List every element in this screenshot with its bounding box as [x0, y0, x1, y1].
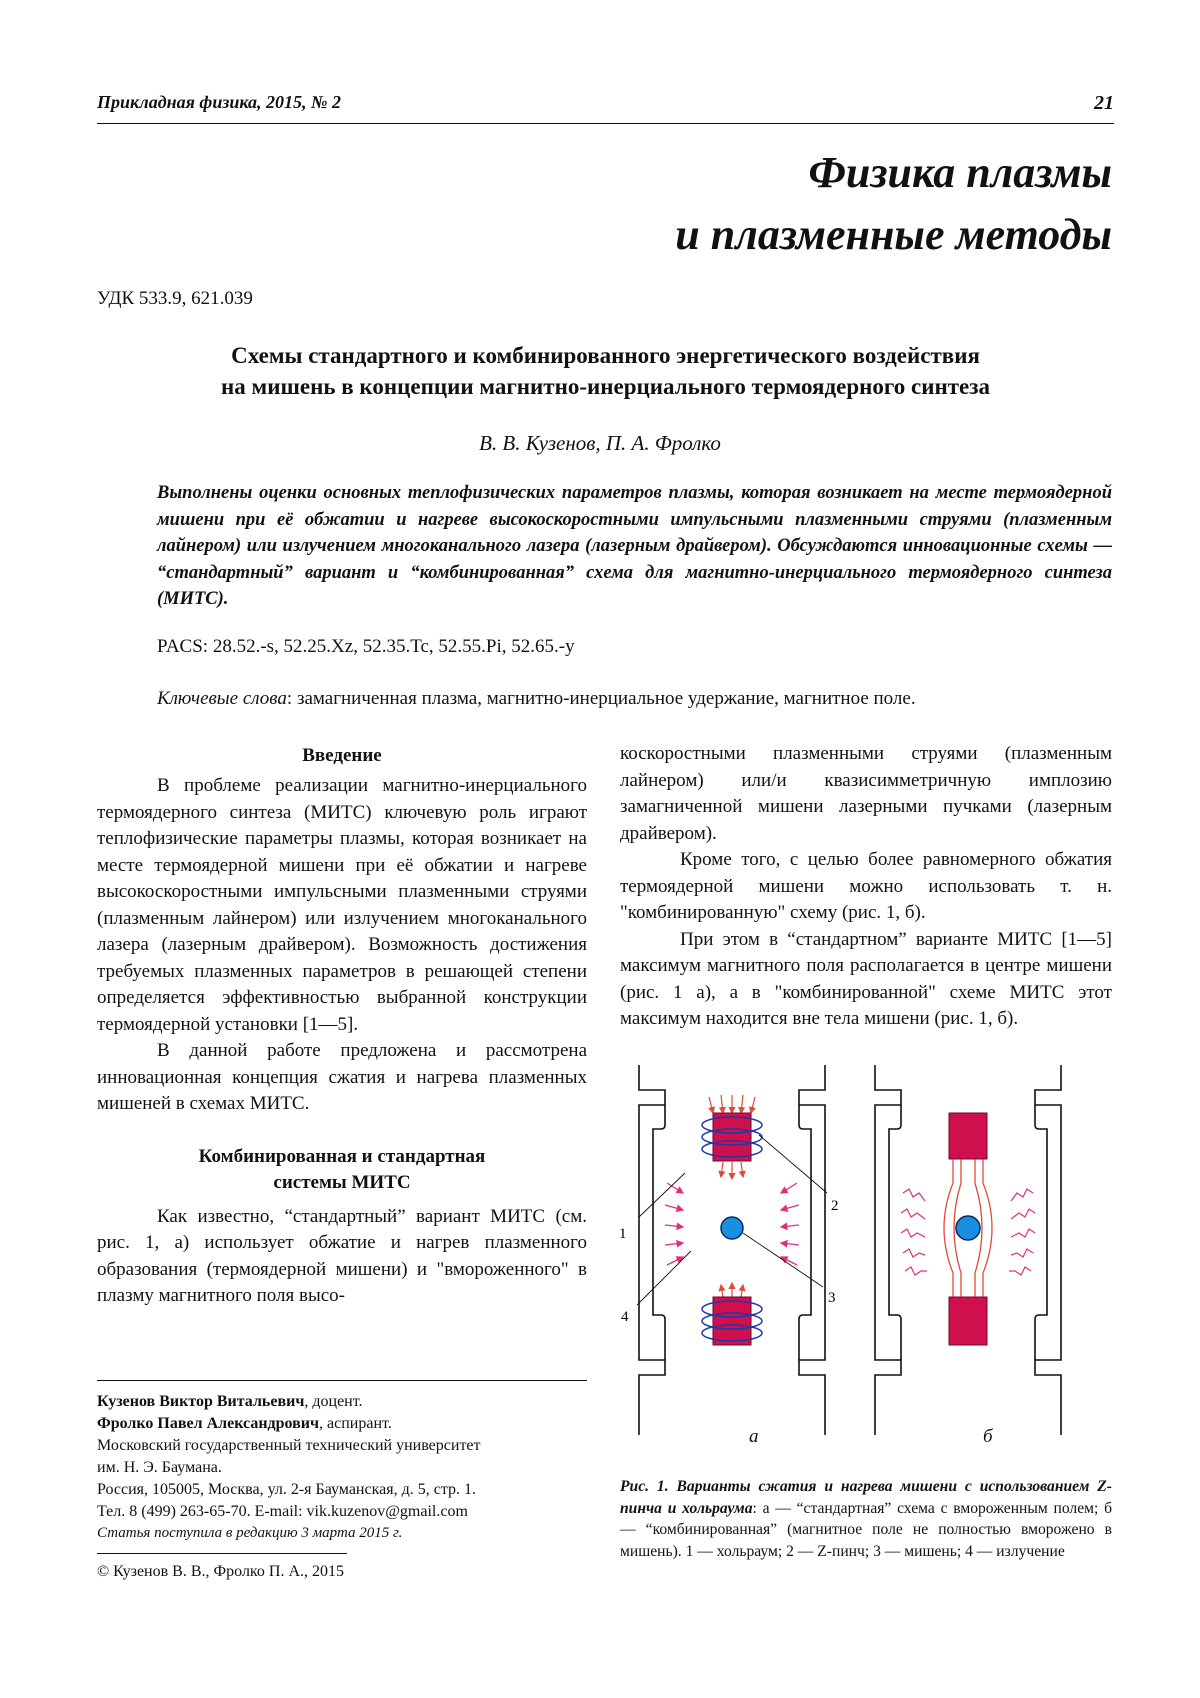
intro-paragraph-1: В проблеме реализации магнитно-инерциального термоядерного синтеза (МИТС) ключевую роль играют теплофизические параметры плазмы, которая возникает на месте термоядерной мишени при её обжатии и нагреве высокоскоростными импульсными плазменными струями (плазменным лайнером) или излучением многоканального лазера (лазерным драйвером). Возможность достижения требуемых плазменных параметров в решающей степени определяется эффективностью выбранной конструкции термоядерной установки [1—5].: [97, 775, 587, 1035]
z-pinch-top-a: [702, 1095, 762, 1179]
authors: В. В. Кузенов, П. А. Фролко: [479, 431, 721, 455]
keywords: [157, 688, 916, 710]
panel-b-label: б: [983, 1426, 993, 1447]
hohlraum-wall-left-b: [875, 1065, 901, 1435]
copyright: © Кузенов В. В., Фролко П. А., 2015: [97, 1563, 344, 1580]
label-4: 4: [621, 1309, 629, 1325]
udk-code: УДК 533.9, 621.039: [97, 288, 253, 309]
target-a: [721, 1217, 743, 1239]
right-paragraph-3: При этом в “стандартном” варианте МИТС [1—5] максимум магнитного поля располагается в центре мишени (рис. 1 а), а в "комбинированной" схеме МИТС этот максимум находится вне тела мишени (рис. 1, б).: [620, 928, 1112, 1029]
caption-text: : а — “стандартная” схема с вмороженным полем; б — “комбинированная” (магнитное поле не полностью вморожено в мишень). 1 — хольраум; 2 — Z-пинч; 3 — мишень; 4 — излучение: [620, 1499, 1112, 1560]
panel-a-label: а: [749, 1426, 759, 1447]
article-title-line2: на мишень в концепции магнитно-инерциального термоядерного синтеза: [221, 374, 990, 399]
section-title-line2: и плазменные методы: [675, 210, 1112, 259]
footnote-affiliations: [97, 1391, 597, 1523]
label-1: 1: [619, 1226, 627, 1242]
author1-name: Кузенов Виктор Витальевич: [97, 1393, 305, 1410]
hohlraum-wall-right-inner-a: [799, 1105, 811, 1360]
article-title: [97, 340, 1114, 402]
hohlraum-wall-left-inner-a: [653, 1105, 665, 1360]
footnote-author1: [97, 1391, 597, 1413]
right-column: [620, 741, 1112, 1033]
address: Россия, 105005, Москва, ул. 2-я Бауманская, д. 5, стр. 1.: [97, 1481, 477, 1498]
abstract: Выполнены оценки основных теплофизических параметров плазмы, которая возникает на месте термоядерной мишени при её обжатии и нагреве высокоскоростными импульсными плазменными струями (плазменным лайнером) или излучением многоканального лазера (лазерным драйвером). Обсуждаются инновационные схемы — “стандартный” вариант и “комбинированная” схема для магнитно-инерциального термоядерного синтеза (МИТС).: [157, 483, 1112, 609]
received-date: Статья поступила в редакцию 3 марта 2015 г.: [97, 1525, 403, 1541]
caption-lead: Рис. 1. Варианты сжатия и нагрева мишени с использованием Z-пинча и хольраума: [620, 1478, 1112, 1517]
label-3: 3: [828, 1290, 836, 1306]
z-pinch-column-bottom-a: [713, 1297, 751, 1345]
keywords-text: : замагниченная плазма, магнитно-инерциальное удержание, магнитное поле.: [286, 688, 916, 709]
section-heading-line2: системы МИТС: [273, 1171, 411, 1193]
right-paragraph-1: коскоростными плазменными струями (плазменным лайнером) или/и квазисимметричную имплозию замагниченной мишени лазерными пучками (лазерным драйвером).: [620, 743, 1112, 844]
hohlraum-wall-right-b: [1035, 1065, 1061, 1435]
copyright-rule: [97, 1553, 347, 1554]
section-paragraph-1: Как известно, “стандартный” вариант МИТС (см. рис. 1, а) использует обжатие и нагрев плазменного образования (термоядерной мишени) и "вмороженного" в плазму магнитного поля высо-: [97, 1205, 587, 1306]
article-title-line1: Схемы стандартного и комбинированного энергетического воздействия: [231, 343, 980, 368]
affiliation-line1: Московский государственный технический университет: [97, 1437, 481, 1454]
section-heading: [97, 1144, 587, 1196]
keywords-label: Ключевые слова: [157, 688, 287, 709]
hohlraum-wall-right-inner-b: [1035, 1105, 1047, 1360]
hohlraum-wall-right-a: [799, 1065, 825, 1435]
label-2: 2: [831, 1198, 839, 1214]
pacs-codes: PACS: 28.52.-s, 52.25.Xz, 52.35.Tc, 52.55.Pi, 52.65.-y: [157, 636, 575, 657]
section-heading-line1: Комбинированная и стандартная: [198, 1145, 486, 1167]
section-title-line1: Физика плазмы: [808, 148, 1112, 197]
right-paragraph-2: Кроме того, с целью более равномерного обжатия термоядерной мишени можно использовать т. н. "комбинированную" схему (рис. 1, б).: [620, 849, 1112, 923]
figure-caption: [620, 1476, 1112, 1562]
author2-role: , аспирант.: [319, 1415, 392, 1432]
z-pinch-column-top-a: [713, 1113, 751, 1161]
footnote-rule: [97, 1380, 587, 1381]
author2-name: Фролко Павел Александрович: [97, 1415, 320, 1432]
header-rule: [97, 123, 1114, 124]
intro-heading: Введение: [302, 745, 382, 766]
journal-header: Прикладная физика, 2015, № 2: [97, 92, 342, 112]
panel-b: [875, 1065, 1061, 1435]
left-column: [97, 743, 587, 1310]
hohlraum-wall-left-a: [639, 1065, 665, 1435]
footnote-author2: [97, 1413, 597, 1435]
z-pinch-column-bottom-b: [949, 1297, 987, 1345]
figure-1-diagram: [619, 1065, 1115, 1435]
section-title: [675, 142, 1112, 266]
z-pinch-bottom-a: [702, 1283, 762, 1345]
intro-paragraph-2: В данной работе предложена и рассмотрена инновационная концепция сжатия и нагрева плазменных мишеней в схемах МИТС.: [97, 1040, 587, 1114]
page-number: 21: [1094, 92, 1114, 114]
affiliation-line2: им. Н. Э. Баумана.: [97, 1459, 222, 1476]
panel-a: [619, 1065, 839, 1435]
z-pinch-column-top-b: [949, 1113, 987, 1159]
target-b: [956, 1216, 980, 1240]
hohlraum-wall-left-inner-b: [889, 1105, 901, 1360]
author1-role: , доцент.: [304, 1393, 363, 1410]
contact: Тел. 8 (499) 263-65-70. E-mail: vik.kuzenov@gmail.com: [97, 1503, 468, 1520]
